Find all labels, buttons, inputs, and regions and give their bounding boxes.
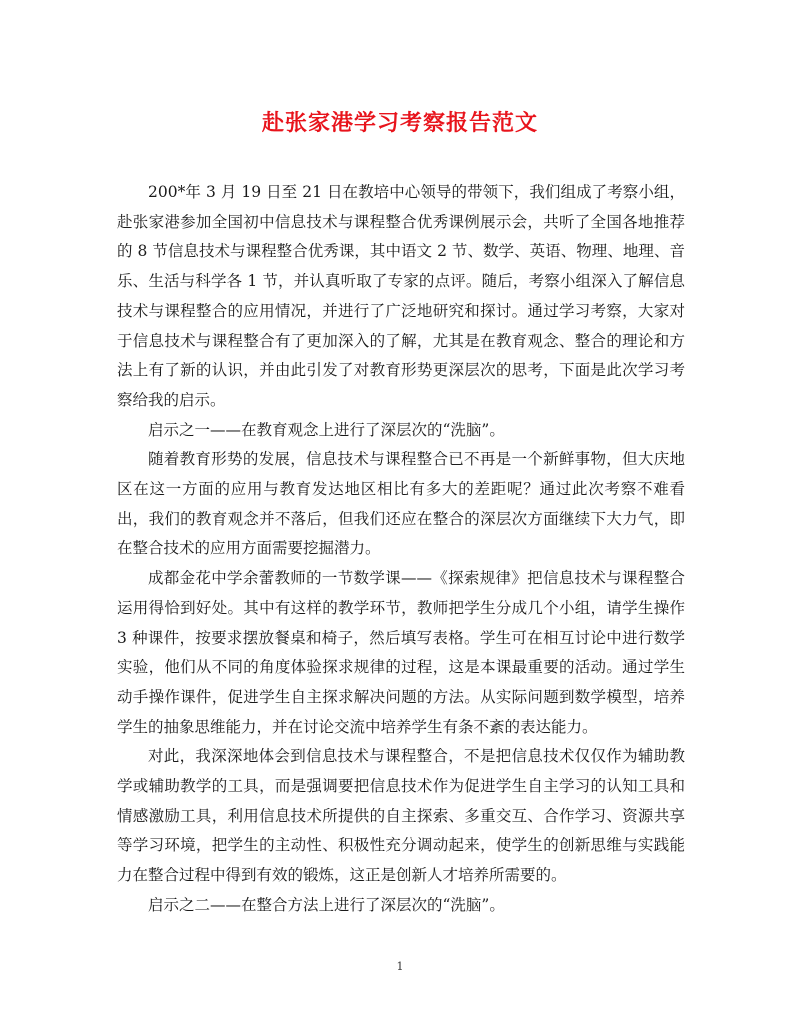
document-title: 赴张家港学习考察报告范文 xyxy=(261,110,538,136)
paragraph-insight-two-heading: 启示之二——在整合方法上进行了深层次的“洗脑”。 xyxy=(148,895,505,914)
paragraph-insight-one-heading: 启示之一——在教育观念上进行了深层次的“洗脑”。 xyxy=(148,420,505,439)
paragraph-reflection: 对此，我深深地体会到信息技术与课程整合，不是把信息技术仅仅作为辅助教学或辅助教学的工具，而是强调要把信息技术作为促进学生自主学习的认知工具和情感激励工具，利用信息技术所提供的自主探索、多重交互、合作学习、资源共享等学习环境，把学生的主动性、积极性充分调动起来，使学生的创新思维与实践能力在整合过程中得到有效的锻炼，这正是创新人才培养所需要的。 xyxy=(117,747,685,885)
paragraph-education-development: 随着教育形势的发展，信息技术与课程整合已不再是一个新鲜事物，但大庆地区在这一方面的应用与教育发达地区相比有多大的差距呢？通过此次考察不难看出，我们的教育观念并不落后，但我们还应在整合的深层次方面继续下大力气，即在整合技术的应用方面需要挖掘潜力。 xyxy=(117,450,685,558)
document-body xyxy=(117,178,685,921)
page-number: 1 xyxy=(396,960,404,973)
paragraph-math-lesson: 成都金花中学余蕾教师的一节数学课——《探索规律》把信息技术与课程整合运用得恰到好处。其中有这样的教学环节，教师把学生分成几个小组，请学生操作 3 种课件，按要求摆放餐桌和椅子，然后填写表格。学生可在相互讨论中进行数学实验，他们从不同的角度体验探求规律的过程，这是本课最重要的活动。通过学生动手操作课件，促进学生自主探求解决问题的方法。从实际问题到数学模型，培养学生的抽象思维能力，并在讨论交流中培养学生有条不紊的表达能力。 xyxy=(117,569,685,736)
paragraph-intro: 200*年 3 月 19 日至 21 日在教培中心领导的带领下，我们组成了考察小组，赴张家港参加全国初中信息技术与课程整合优秀课例展示会，共听了全国各地推荐的 8 节信息技术与课程整合优秀课，其中语文 2 节、数学、英语、物理、地理、音乐、生活与科学各 1 节，并认真听取了专家的点评。随后，考察小组深入了解信息技术与课程整合的应用情况，并进行了广泛地研究和探讨。通过学习考察，大家对于信息技术与课程整合有了更加深入的了解，尤其是在教育观念、整合的理论和方法上有了新的认识，并由此引发了对教育形势更深层次的思考，下面是此次学习考察给我的启示。 xyxy=(117,183,685,409)
